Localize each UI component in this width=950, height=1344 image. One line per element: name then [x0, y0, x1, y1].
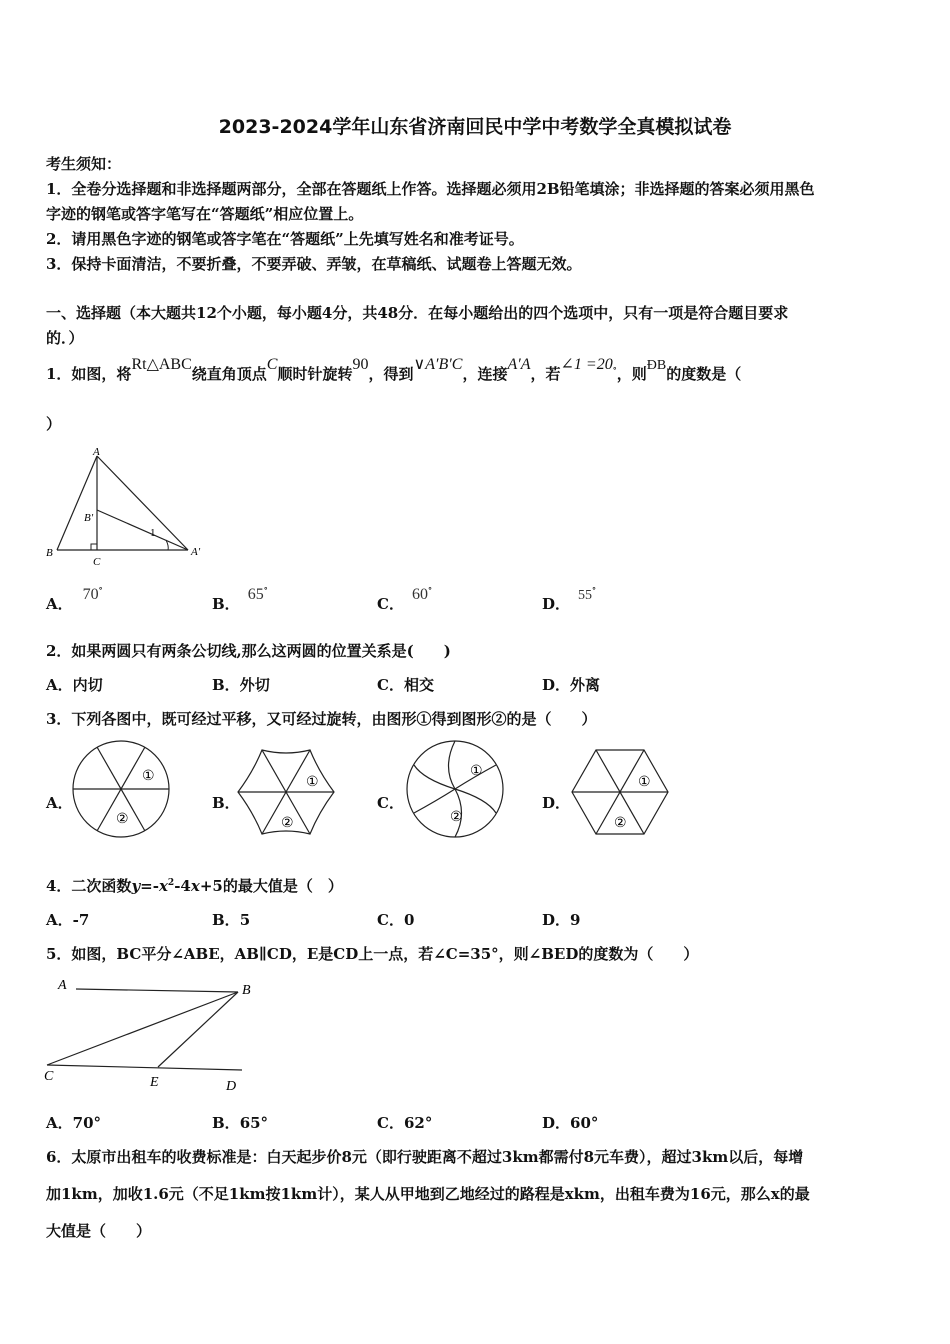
q5-line-bc	[47, 992, 238, 1065]
q1-label-a-prime: A′	[191, 546, 201, 558]
q2-option-a-value: 内切	[72, 676, 103, 694]
q4-option-c-value: 0	[403, 911, 415, 929]
q1-option-c-label: C．	[377, 595, 404, 613]
q5-option-c-label: C．	[377, 1114, 404, 1132]
q1-text-1: 1．如图，将	[46, 365, 132, 383]
q4-option-d-value: 9	[570, 911, 581, 929]
q2-option-d-value: 外离	[570, 676, 601, 694]
q4-option-d[interactable]	[542, 909, 580, 930]
q1-math-angle: ∠1 =20	[560, 356, 613, 373]
q4-math-exp: 2	[167, 878, 175, 888]
q2-option-d-label: D．	[542, 676, 571, 694]
q1-math-90: 90	[352, 356, 369, 373]
q2-option-c[interactable]	[377, 674, 434, 695]
q3-option-a-figure[interactable]	[68, 737, 174, 841]
q1-degree-mark: °	[612, 365, 617, 375]
q5-label-e: E	[150, 1075, 159, 1090]
q1-text-5: ，连接	[462, 365, 508, 383]
q1-text-3: 顺时针旋转	[277, 365, 353, 383]
q4-math-coef: -4	[174, 877, 191, 895]
q1-text-8: 的度数是（	[666, 365, 742, 383]
q1-math-rt-abc: Rt△ABC	[131, 356, 192, 373]
q1-line-ba-prime	[97, 510, 188, 550]
q2-option-c-value: 相交	[403, 676, 434, 694]
q1-right-angle-mark	[91, 544, 97, 550]
q5-label-a: A	[58, 978, 67, 993]
q4-option-c-label: C．	[377, 911, 404, 929]
q2-stem: 2．如果两圆只有两条公切线,那么这两圆的位置关系是( )	[46, 642, 451, 660]
q3-stem: 3．下列各图中，既可经过平移，又可经过旋转，由图形①得到图形②的是（ ）	[46, 710, 597, 728]
q1-option-d-degree: °	[592, 585, 597, 595]
q2-option-b[interactable]	[212, 674, 270, 695]
q1-text-6: ，若	[530, 365, 561, 383]
q3-c-arc-5	[414, 789, 455, 813]
q1-label-c: C	[93, 556, 101, 568]
q5-line-be	[158, 992, 238, 1067]
q1-option-c[interactable]	[377, 585, 432, 614]
q3-option-d-figure[interactable]	[568, 745, 672, 839]
q1-math-b: ÐB	[646, 358, 667, 373]
q1-option-b-label: B．	[212, 595, 240, 613]
q5-option-a-label: A．	[46, 1114, 73, 1132]
q1-figure	[40, 444, 210, 570]
q2-option-a[interactable]	[46, 674, 103, 695]
q5-option-d-label: D．	[542, 1114, 571, 1132]
q4-option-b-label: B．	[212, 911, 240, 929]
q4-math-eq: =-	[140, 877, 159, 895]
q2-option-d[interactable]	[542, 674, 600, 695]
q4-text-1: 4．二次函数	[46, 877, 132, 895]
q1-option-a-label: A．	[46, 595, 73, 613]
q1-line-ab	[57, 456, 97, 550]
q3-c-mark-1: ①	[470, 764, 483, 779]
q5-option-d-value: 60°	[570, 1114, 599, 1132]
q4-option-b-value: 5	[239, 911, 251, 929]
q5-option-c[interactable]	[377, 1112, 432, 1133]
q1-option-d[interactable]	[542, 585, 597, 614]
q4-option-d-label: D．	[542, 911, 571, 929]
q1-label-1: 1	[150, 527, 156, 539]
q5-stem: 5．如图，BC平分∠ABE，AB∥CD，E是CD上一点，若∠C=35°，则∠BED的度数为（ ）	[46, 945, 699, 963]
page-title: 2023-2024学年山东省济南回民中学中考数学全真模拟试卷	[218, 116, 732, 138]
q6-line-3: 大值是（ ）	[46, 1222, 152, 1240]
q3-c-arc-1	[449, 741, 456, 789]
q1-option-c-degree: °	[427, 585, 432, 595]
q3-c-mark-2: ②	[450, 810, 463, 825]
q1-option-a-degree: °	[98, 585, 103, 595]
q5-option-c-value: 62°	[403, 1114, 433, 1132]
q1-math-triangle: ∨A′B′C	[413, 356, 463, 373]
q3-d-mark-1: ①	[638, 775, 651, 790]
q2-option-b-label: B．	[212, 676, 240, 694]
q1-option-a-value: 70	[82, 586, 99, 603]
q5-option-a-value: 70°	[72, 1114, 102, 1132]
q1-option-a[interactable]	[46, 585, 103, 614]
q3-option-c-label: C．	[377, 794, 404, 812]
q2-option-c-label: C．	[377, 676, 404, 694]
q3-option-b-label: B．	[212, 794, 240, 812]
q4-option-b[interactable]	[212, 909, 250, 930]
q4-math-x: x	[158, 877, 168, 895]
q5-option-a[interactable]	[46, 1112, 101, 1133]
q4-text-2: 的最大值是（ ）	[222, 877, 343, 895]
section-heading-line-2: 的．）	[46, 329, 84, 347]
q3-option-d-label: D．	[542, 794, 571, 812]
q3-option-a-label: A．	[46, 794, 73, 812]
q5-option-d[interactable]	[542, 1112, 598, 1133]
q3-d-mark-2: ②	[614, 816, 627, 831]
q6-line-1: 6．太原市出租车的收费标准是：白天起步价8元（即行驶距离不超过3km都需付8元车费），超过3km以后，每增	[46, 1148, 804, 1166]
q1-option-d-value: 55	[578, 588, 593, 603]
q1-math-c: C	[266, 356, 278, 373]
q4-math-y: y	[131, 877, 141, 895]
q3-option-b-figure[interactable]	[234, 745, 338, 839]
q2-option-a-label: A．	[46, 676, 73, 694]
q6-line-2: 加1km，加收1.6元（不足1km按1km计），某人从甲地到乙地经过的路程是xkm，出租车费为16元，那么x的最	[46, 1185, 810, 1203]
q3-b-mark-1: ①	[306, 775, 319, 790]
q1-option-b-degree: °	[263, 585, 268, 595]
q3-option-c-figure[interactable]	[402, 737, 508, 841]
q4-math-const: +5	[199, 877, 223, 895]
q3-b-mark-2: ②	[281, 816, 294, 831]
q4-stem	[46, 875, 343, 896]
q4-option-c[interactable]	[377, 909, 414, 930]
q1-text-4: ，得到	[368, 365, 414, 383]
q5-line-cd	[47, 1065, 242, 1070]
notice-line-2: 2．请用黑色字迹的钢笔或答字笔在“答题纸”上先填写姓名和准考证号。	[46, 230, 524, 248]
q3-a-mark-2: ②	[116, 812, 129, 827]
q1-label-b: B	[46, 547, 53, 559]
q1-option-c-value: 60	[411, 586, 428, 603]
q5-figure	[42, 974, 258, 1094]
q4-option-a-label: A．	[46, 911, 73, 929]
q5-line-ab	[76, 989, 238, 992]
q1-stem	[46, 356, 742, 384]
q5-option-b-value: 65°	[239, 1114, 269, 1132]
q1-text-2: 绕直角顶点	[191, 365, 267, 383]
q5-option-b[interactable]	[212, 1112, 268, 1133]
q3-a-mark-1: ①	[142, 769, 155, 784]
q1-close-paren: ）	[46, 415, 62, 433]
q1-option-b[interactable]	[212, 585, 268, 614]
section-heading-line-1: 一、选择题（本大题共12个小题，每小题4分，共48分．在每小题给出的四个选项中，只有一项是符合题目要求	[46, 304, 789, 322]
q4-option-a-value: -7	[72, 911, 90, 929]
q1-math-aa: A′A	[507, 356, 531, 373]
notice-line-3: 3．保持卡面清洁，不要折叠，不要弄破、弄皱，在草稿纸、试题卷上答题无效。	[46, 255, 582, 273]
q5-label-c: C	[44, 1069, 54, 1084]
q1-option-d-label: D．	[542, 595, 571, 613]
q4-option-a[interactable]	[46, 909, 89, 930]
q1-line-aa	[97, 456, 188, 550]
notice-line-1b: 字迹的钢笔或答字笔写在“答题纸”相应位置上。	[46, 205, 364, 223]
q1-label-b-prime: B′	[84, 512, 94, 524]
q5-option-b-label: B．	[212, 1114, 240, 1132]
notice-heading: 考生须知：	[46, 155, 122, 173]
q5-label-b: B	[242, 983, 251, 998]
q1-option-b-value: 65	[247, 586, 264, 603]
notice-line-1a: 1．全卷分选择题和非选择题两部分，全部在答题纸上作答。选择题必须用2B铅笔填涂；非选择题的答案必须用黑色	[46, 180, 815, 198]
q1-text-7: ，则	[616, 365, 647, 383]
q4-math-x2: x	[190, 877, 200, 895]
q5-label-d: D	[226, 1079, 237, 1094]
q2-option-b-value: 外切	[239, 676, 270, 694]
q1-label-a: A	[93, 446, 100, 458]
